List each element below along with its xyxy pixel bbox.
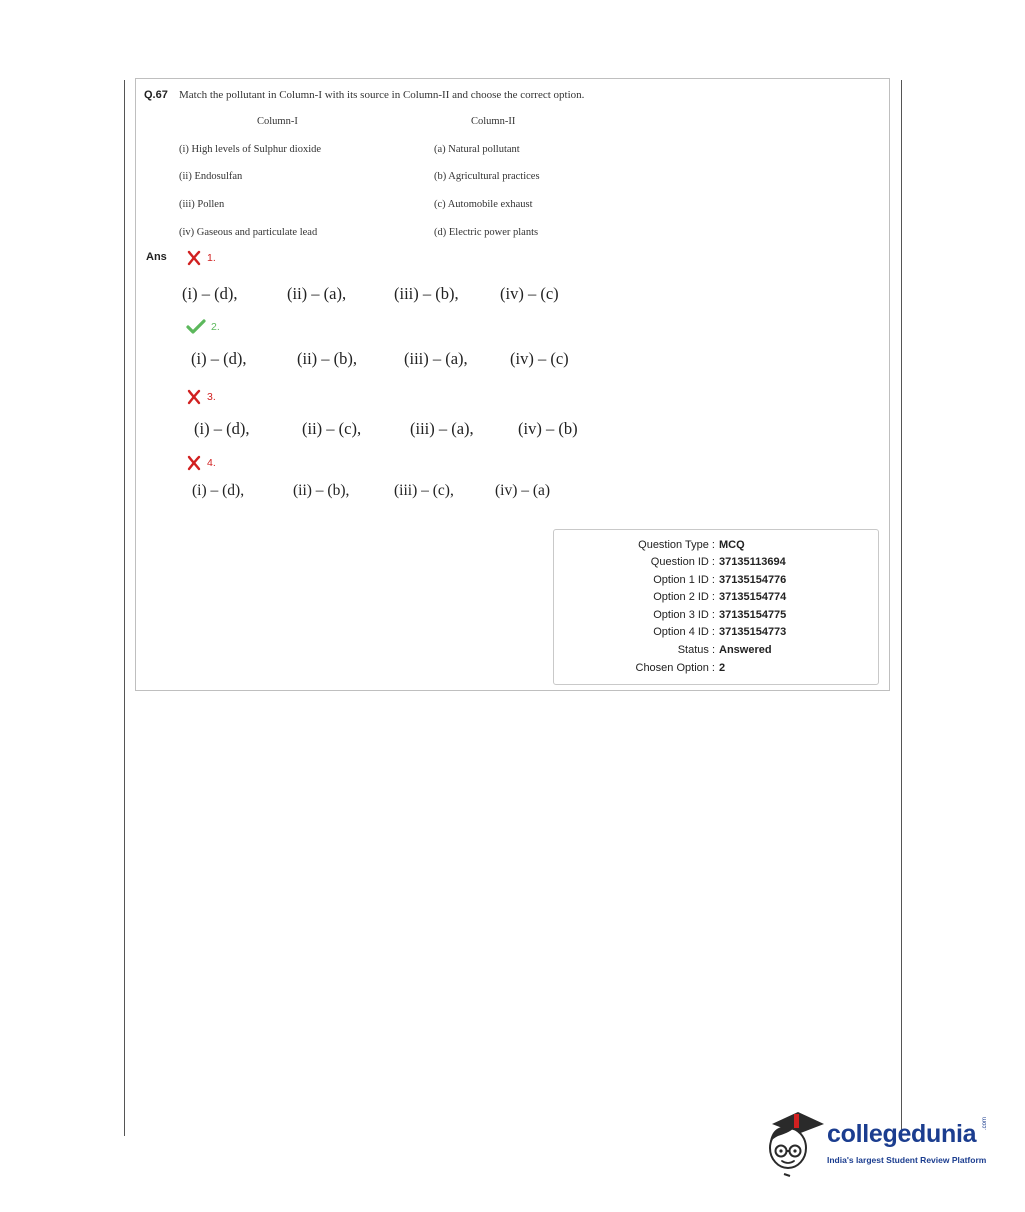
cross-icon — [186, 389, 202, 405]
info-row-question-id — [554, 556, 878, 572]
option-part: (iv) – (c) — [510, 349, 569, 368]
info-value: MCQ — [719, 539, 745, 551]
logo-tagline: India's largest Student Review Platform — [827, 1155, 987, 1165]
option-4-marker — [186, 455, 216, 471]
option-2-marker — [186, 319, 220, 335]
logo-domain-suffix: .com — [982, 1116, 988, 1130]
column2-item: (a) Natural pollutant — [434, 144, 520, 155]
mascot-icon — [764, 1104, 826, 1180]
column2-item: (c) Automobile exhaust — [434, 199, 533, 210]
info-key: Option 1 ID : — [653, 574, 715, 586]
column2-item: (b) Agricultural practices — [434, 171, 540, 182]
info-value: 37135154774 — [719, 591, 787, 603]
option-3-marker — [186, 389, 216, 405]
question-number: Q.67 — [144, 89, 168, 101]
option-3-text — [194, 419, 578, 439]
info-key: Option 3 ID : — [653, 609, 715, 621]
info-key: Option 4 ID : — [653, 626, 715, 638]
option-part: (iv) – (a) — [495, 482, 551, 499]
option-4-number: 4. — [207, 457, 216, 469]
option-part: (ii) – (c), — [302, 419, 362, 438]
info-value: 2 — [719, 662, 726, 674]
info-key: Chosen Option : — [635, 662, 715, 674]
option-part: (i) – (d), — [194, 419, 250, 438]
option-4-text — [192, 482, 550, 500]
option-part: (iii) – (a), — [410, 419, 474, 438]
column1-item: (i) High levels of Sulphur dioxide — [179, 144, 322, 155]
info-row-chosen-option — [554, 662, 878, 678]
info-key: Status : — [677, 644, 715, 656]
question-text: Match the pollutant in Column-I with its source in Column-II and choose the correct option. — [179, 89, 585, 101]
column2-header: Column-II — [471, 116, 516, 127]
option-part: (iii) – (b), — [394, 284, 459, 303]
option-1-text — [182, 284, 559, 304]
option-part: (iv) – (c) — [500, 284, 559, 303]
option-part: (ii) – (a), — [287, 284, 347, 303]
logo-wordmark: collegedunia — [827, 1120, 977, 1148]
answer-label: Ans — [146, 251, 167, 263]
column1-header: Column-I — [257, 116, 298, 127]
option-part: (iii) – (c), — [394, 482, 454, 499]
info-value: 37135113694 — [719, 556, 786, 568]
option-part: (iii) – (a), — [404, 349, 468, 368]
info-row-option-1-id — [554, 574, 878, 590]
option-1-number: 1. — [207, 252, 216, 264]
option-part: (i) – (d), — [182, 284, 238, 303]
option-part: (iv) – (b) — [518, 419, 578, 438]
option-3-number: 3. — [207, 391, 216, 403]
option-2-text — [191, 349, 569, 369]
cross-icon — [186, 250, 202, 266]
info-row-question-type — [554, 539, 878, 555]
column1-item: (iv) Gaseous and particulate lead — [179, 227, 318, 238]
info-value: 37135154776 — [719, 574, 787, 586]
info-key: Question Type : — [638, 539, 715, 551]
option-part: (ii) – (b), — [293, 482, 350, 499]
info-row-status — [554, 644, 878, 660]
option-2-number: 2. — [211, 321, 220, 333]
info-value: 37135154773 — [719, 626, 787, 638]
info-row-option-4-id — [554, 626, 878, 642]
cross-icon — [186, 455, 202, 471]
column2-item: (d) Electric power plants — [434, 227, 539, 238]
check-icon — [186, 319, 206, 335]
option-part: (ii) – (b), — [297, 349, 358, 368]
column1-item: (ii) Endosulfan — [179, 171, 243, 182]
info-value: Answered — [719, 644, 772, 656]
collegedunia-logo — [764, 1100, 994, 1180]
option-part: (i) – (d), — [191, 349, 247, 368]
info-row-option-3-id — [554, 609, 878, 625]
left-page-rule — [124, 80, 125, 1136]
column1-item: (iii) Pollen — [179, 199, 225, 210]
option-part: (i) – (d), — [192, 482, 245, 499]
option-1-marker — [186, 250, 216, 266]
info-value: 37135154775 — [719, 609, 787, 621]
info-row-option-2-id — [554, 591, 878, 607]
info-key: Option 2 ID : — [653, 591, 715, 603]
question-info-box — [553, 529, 879, 685]
info-key: Question ID : — [650, 556, 715, 568]
right-page-rule — [901, 80, 902, 1132]
